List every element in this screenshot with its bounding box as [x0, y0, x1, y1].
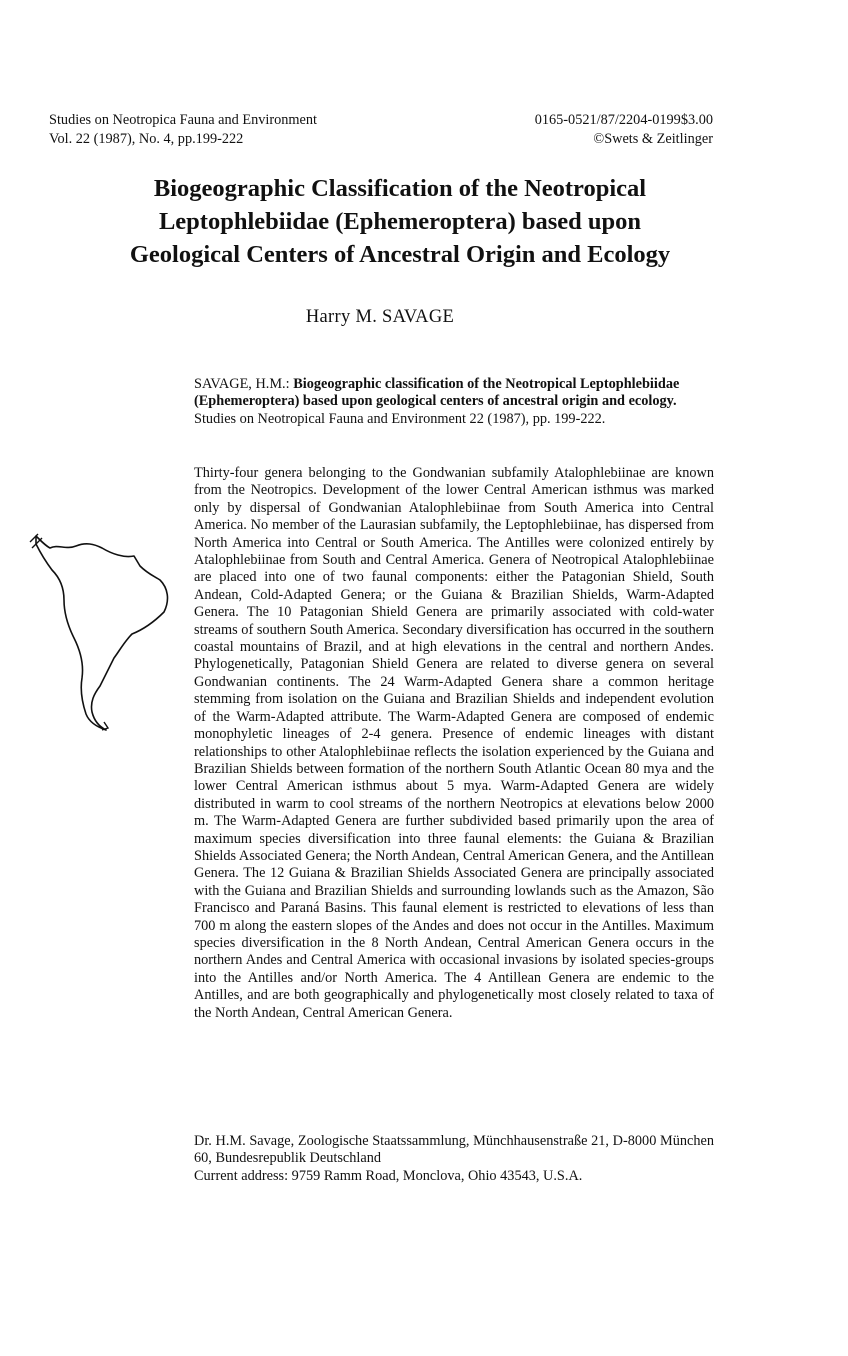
title-line: Geological Centers of Ancestral Origin and Ecology — [129, 241, 671, 268]
citation-block — [194, 376, 714, 428]
current-address: Current address: 9759 Ramm Road, Monclova, Ohio 43543, U.S.A. — [194, 1167, 583, 1184]
article-title — [60, 172, 740, 271]
citation-title: Biogeographic classification of the Neotropical Leptophlebiidae (Ephemeroptera) based upon geological centers of ancestral origin and ecology. — [194, 376, 680, 410]
title-line: Biogeographic Classification of the Neotropical — [153, 175, 647, 202]
citation-author: SAVAGE, H.M.: — [194, 376, 294, 392]
author-name: Harry M. SAVAGE — [305, 307, 455, 327]
south-america-outline-icon — [28, 530, 176, 732]
title-line: Leptophlebiidae (Ephemeroptera) based upon — [158, 208, 642, 235]
volume-info: Vol. 22 (1987), No. 4, pp.199-222 — [49, 131, 244, 147]
publication-code-block — [535, 111, 713, 149]
abstract-text: Thirty-four genera belonging to the Gondwanian subfamily Atalophlebiinae are known from the Neotropics. Development of the lower Central American isthmus was marked only by dispersal of Gondwanian Atalophlebiinae from South America into Central America. No member of the Laurasian subfamily, the Leptophlebiinae, has dispersed from North America into Central or South America. The Antilles were colonized entirely by Atalophlebiinae from South and Central America. Genera of Neotropical Atalophlebiinae are placed into one of two faunal components: either the Patagonian Shield, South Andean, Cold-Adapted Genera; or the Guiana & Brazilian Shields, Warm-Adapted Genera. The 10 Patagonian Shield Genera are primarily associated with cold-water streams of southern South America. Secondary diversification has occurred in the southern coastal mountains of Brazil, and at high elevations in the central and northern Andes. Phylogenetically, Patagonian Shield Genera are related to diverse genera on several Gondwanian continents. The 24 Warm-Adapted Genera share a common heritage stemming from isolation on the Guiana and Brazilian Shields and independent evolution of the Warm-Adapted attribute. The Warm-Adapted Genera are composed of endemic monophyletic lineages of 2-4 genera. Presence of endemic lineages with distant relationships to other Atalophlebiinae reflects the isolation experienced by the Guiana and Brazilian Shields between formation of the northern South Atlantic Ocean 80 mya and the lower Central American isthmus about 5 mya. Warm-Adapted Genera are widely distributed in warm to cool streams of the northern Neotropics at elevations below 2000 m. The Warm-Adapted Genera are further subdivided based primarily upon the area of maximum species diversification into three faunal elements: the Guiana & Brazilian Shields Associated Genera; the North Andean, Central American Genera, and the Antillean Genera. The 12 Guiana & Brazilian Shields Associated Genera are principally associated with the Guiana and Brazilian Shields and surrounding lowlands such as the Amazon, São Francisco and Paraná Basins. This faunal element is restricted to elevations of less than 700 m along the eastern slopes of the Andes and does not occur in the Antilles. Maximum species diversification in the 8 North Andean, Central American Genera occurs in the northern Andes and Central America with occasional invasions by isolated species-groups into the Antilles and/or North America. The 4 Antillean Genera are endemic to the Antilles, and are both geographically and phylogenetically most closely related to taxa of the North Andean, Central American Genera. — [194, 465, 714, 1021]
publisher: ©Swets & Zeitlinger — [593, 131, 713, 147]
journal-header — [49, 111, 317, 149]
author-address — [194, 1133, 714, 1185]
address-line: Dr. H.M. Savage, Zoologische Staatssammlung, Münchhausenstraße 21, D-8000 München 60, Bundesrepublik Deutschland — [194, 1133, 714, 1167]
journal-name: Studies on Neotropica Fauna and Environment — [49, 112, 318, 128]
citation-source: Studies on Neotropical Fauna and Environment 22 (1987), pp. 199-222. — [194, 410, 606, 427]
publication-code: 0165-0521/87/2204-0199$3.00 — [534, 112, 713, 128]
